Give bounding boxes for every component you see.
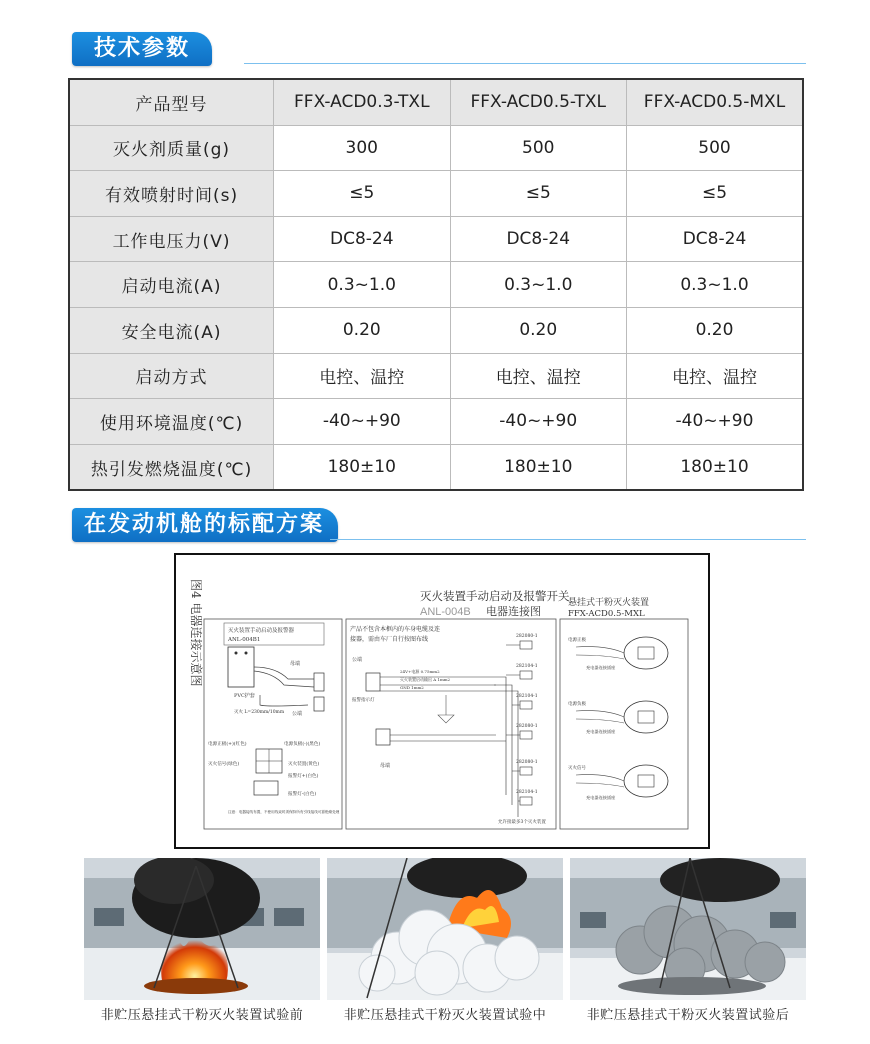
row-label-cell: 有效喷射时间(s): [69, 171, 274, 217]
section-divider: [330, 539, 806, 540]
value-cell: -40~+90: [274, 399, 450, 445]
left-label: 灭火 L=230mm/10mm: [234, 710, 285, 715]
row-label-cell: 灭火剂质量(g): [69, 125, 274, 171]
section-title-tech-params: 技术参数: [72, 32, 212, 66]
test-photo-during: [327, 858, 563, 1000]
value-cell: 500: [626, 125, 803, 171]
left-bottom-label: 报警灯-(白色): [288, 792, 317, 797]
value-cell: -40~+90: [626, 399, 803, 445]
value-cell: 0.3~1.0: [626, 262, 803, 308]
value-cell: 电控、温控: [626, 353, 803, 399]
value-cell: 电控、温控: [274, 353, 450, 399]
diagram-right-title: 悬挂式干粉灭火装置: [568, 598, 650, 608]
value-cell: ≤5: [626, 171, 803, 217]
mid-note: 产品不包含本框内的车身电缆及连: [350, 626, 441, 633]
connector-column: [516, 633, 538, 805]
left-box-code: ANL-004B1: [228, 637, 261, 643]
row-label-cell: 使用环境温度(℃): [69, 399, 274, 445]
spec-table: [68, 78, 804, 491]
right-label: 电源负极: [568, 702, 586, 707]
connector-label: 282080-1: [516, 724, 538, 729]
left-label: PVC护套: [234, 693, 255, 699]
photo-caption: 非贮压悬挂式干粉灭火装置试验中: [343, 1008, 547, 1023]
table-row: [69, 216, 803, 262]
mid-label: GND 1mm2: [400, 685, 424, 690]
connector-label: 282080-1: [516, 760, 538, 765]
wiring-diagram: [174, 553, 710, 849]
test-photo-before: [84, 858, 320, 1000]
left-bottom-label: 灭火信号(绿色): [208, 762, 240, 767]
table-header-row: [69, 79, 803, 125]
mid-label: 报警指示灯: [352, 698, 375, 703]
value-cell: 0.20: [450, 307, 626, 353]
value-cell: DC8-24: [450, 216, 626, 262]
photo-caption: 非贮压悬挂式干粉灭火装置试验前: [100, 1008, 304, 1023]
mid-label: 灭火装置启动输出 A 1mm2: [400, 677, 451, 682]
value-cell: DC8-24: [274, 216, 450, 262]
header-cell: FFX-ACD0.5-MXL: [626, 79, 803, 125]
table-row: [69, 125, 803, 171]
test-photo-after: [570, 858, 806, 1000]
connector-label: 282104-1: [516, 694, 538, 699]
value-cell: -40~+90: [450, 399, 626, 445]
left-label: 母端: [290, 661, 301, 667]
diagram-subtitle: 电器连接图: [486, 605, 541, 618]
left-bottom-label: 报警灯+(白色): [288, 774, 319, 779]
value-cell: 500: [450, 125, 626, 171]
row-label-cell: 安全电流(A): [69, 307, 274, 353]
connector-label: 282080-1: [516, 634, 538, 639]
value-cell: 300: [274, 125, 450, 171]
right-label: 充电器连接插座: [586, 729, 616, 734]
table-row: [69, 171, 803, 217]
section-title-engine: 在发动机舱的标配方案: [72, 508, 338, 542]
table-row: [69, 444, 803, 490]
value-cell: 0.20: [626, 307, 803, 353]
value-cell: 180±10: [274, 444, 450, 490]
connector-label: 282104-1: [516, 790, 538, 795]
mid-note: 接器，需由车厂自行按图布线: [350, 636, 429, 643]
diagram-code: ANL-004B: [420, 606, 471, 618]
left-panel: [204, 619, 342, 829]
left-label: 公端: [292, 711, 303, 717]
row-label-cell: 启动方式: [69, 353, 274, 399]
diagram-right-model: FFX-ACD0.5-MXL: [568, 609, 645, 619]
table-row: [69, 399, 803, 445]
switch-device: [228, 647, 254, 687]
mid-label: 公端: [352, 657, 363, 663]
header-cell: FFX-ACD0.3-TXL: [274, 79, 450, 125]
device-unit: [576, 765, 668, 797]
left-bottom-label: 灭火装置(黄色): [288, 762, 320, 767]
left-note: 注意：电器接线布置，不使用线束时须保持所有引线接线可靠绝缘处理: [228, 810, 340, 814]
left-bottom-label: 电源负极(-)(黑色): [284, 742, 321, 747]
value-cell: 180±10: [626, 444, 803, 490]
section-header-engine: [72, 508, 806, 542]
header-cell: FFX-ACD0.5-TXL: [450, 79, 626, 125]
value-cell: ≤5: [450, 171, 626, 217]
mid-label: 24V+电源 0.75mm2: [400, 669, 440, 674]
row-label-cell: 工作电压力(V): [69, 216, 274, 262]
diagram-side-title: 图4 电器连接示意图: [189, 579, 203, 687]
value-cell: 0.3~1.0: [450, 262, 626, 308]
mid-label: 母端: [380, 763, 391, 769]
mid-bottom-note: 允许接最多3个灭火装置: [498, 820, 546, 825]
section-divider: [244, 63, 806, 64]
right-label: 充电器连接插座: [586, 665, 616, 670]
connector-label: 282104-1: [516, 664, 538, 669]
right-label: 电源正极: [568, 638, 586, 643]
value-cell: 0.3~1.0: [274, 262, 450, 308]
table-row: [69, 353, 803, 399]
right-label: 灭火信号: [568, 766, 586, 771]
left-bottom-label: 电源正极(+)(红色): [208, 742, 247, 747]
value-cell: 180±10: [450, 444, 626, 490]
value-cell: DC8-24: [626, 216, 803, 262]
row-label-cell: 启动电流(A): [69, 262, 274, 308]
photo-caption: 非贮压悬挂式干粉灭火装置试验后: [586, 1008, 790, 1023]
left-box-title: 灭火装置手动启动及报警器: [228, 628, 295, 634]
diagram-title: 灭火装置手动启动及报警开关: [420, 589, 570, 603]
table-row: [69, 307, 803, 353]
value-cell: 0.20: [274, 307, 450, 353]
header-cell: 产品型号: [69, 79, 274, 125]
table-row: [69, 262, 803, 308]
row-label-cell: 热引发燃烧温度(℃): [69, 444, 274, 490]
right-label: 充电器连接插座: [586, 795, 616, 800]
value-cell: 电控、温控: [450, 353, 626, 399]
value-cell: ≤5: [274, 171, 450, 217]
section-header-tech-params: [72, 32, 806, 66]
